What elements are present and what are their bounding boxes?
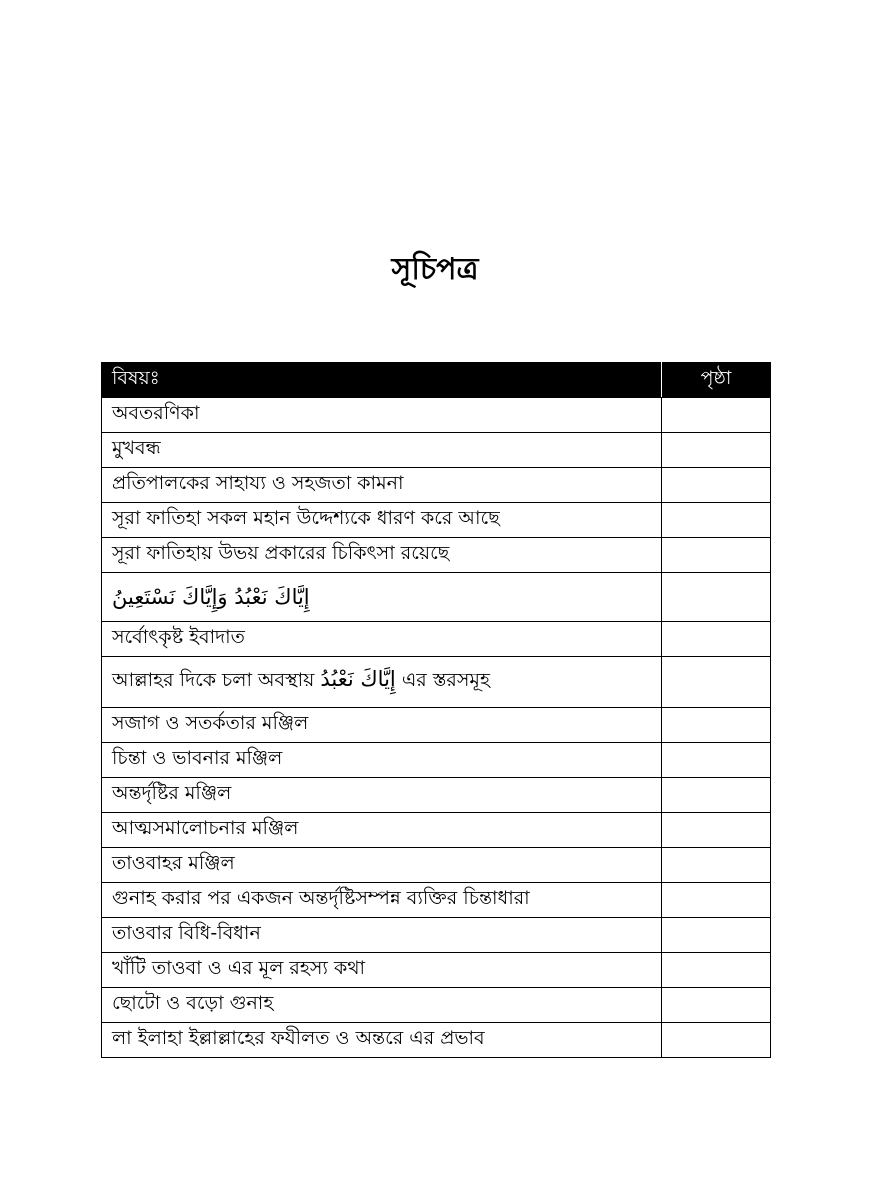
topic-cell: সূরা ফাতিহায় উভয় প্রকারের চিকিৎসা রয়েছে xyxy=(102,538,662,573)
page-cell xyxy=(662,468,771,503)
topic-cell: তাওবার বিধি-বিধান xyxy=(102,918,662,953)
arabic-verse-text: إِيَّاكَ نَعْبُدُ وَإِيَّاكَ نَسْتَعِينُ xyxy=(112,585,310,609)
table-row xyxy=(102,573,771,622)
table-row xyxy=(102,953,771,988)
table-header-row xyxy=(102,363,771,398)
topic-cell: মুখবন্ধ xyxy=(102,433,662,468)
page-cell xyxy=(662,778,771,813)
table-row xyxy=(102,918,771,953)
page-cell xyxy=(662,573,771,622)
page-cell xyxy=(662,883,771,918)
topic-cell: সজাগ ও সতর্কতার মঞ্জিল xyxy=(102,708,662,743)
table-row xyxy=(102,503,771,538)
topic-cell: প্রতিপালকের সাহায্য ও সহজতা কামনা xyxy=(102,468,662,503)
page-cell xyxy=(662,657,771,708)
page-title: সূচিপত্র xyxy=(391,252,479,287)
table-row xyxy=(102,988,771,1023)
page-cell xyxy=(662,953,771,988)
table-row xyxy=(102,657,771,708)
table-row xyxy=(102,708,771,743)
page-cell xyxy=(662,503,771,538)
page-cell xyxy=(662,988,771,1023)
arabic-verse-text: إِيَّاكَ نَعْبُدُ xyxy=(320,667,396,691)
table-row xyxy=(102,468,771,503)
table-row xyxy=(102,743,771,778)
topic-cell: ছোটো ও বড়ো গুনাহ xyxy=(102,988,662,1023)
subject-column-header: বিষয়ঃ xyxy=(102,363,662,398)
page-cell xyxy=(662,622,771,657)
table-row xyxy=(102,1023,771,1058)
topic-cell xyxy=(102,657,662,708)
table-row xyxy=(102,433,771,468)
topic-cell: আত্মসমালোচনার মঞ্জিল xyxy=(102,813,662,848)
table-row xyxy=(102,813,771,848)
topic-cell: সূরা ফাতিহা সকল মহান উদ্দেশ্যকে ধারণ করে আছে xyxy=(102,503,662,538)
topic-cell: অবতরণিকা xyxy=(102,398,662,433)
page-column-header: পৃষ্ঠা xyxy=(662,363,771,398)
table-row xyxy=(102,622,771,657)
topic-cell: খাঁটি তাওবা ও এর মূল রহস্য কথা xyxy=(102,953,662,988)
topic-cell: সর্বোৎকৃষ্ট ইবাদাত xyxy=(102,622,662,657)
page-cell xyxy=(662,1023,771,1058)
table-of-contents xyxy=(101,362,771,1058)
topic-cell: লা ইলাহা ইল্লাল্লাহের ফযীলত ও অন্তরে এর প্রভাব xyxy=(102,1023,662,1058)
page-cell xyxy=(662,848,771,883)
topic-cell: তাওবাহর মঞ্জিল xyxy=(102,848,662,883)
table-row xyxy=(102,848,771,883)
page-cell xyxy=(662,708,771,743)
topic-text-before: আল্লাহর দিকে চলা অবস্থায় xyxy=(112,669,315,691)
topic-text-after: এর স্তরসমূহ xyxy=(401,669,490,691)
topic-cell: গুনাহ করার পর একজন অন্তর্দৃষ্টিসম্পন্ন ব্যক্তির চিন্তাধারা xyxy=(102,883,662,918)
page-cell xyxy=(662,743,771,778)
page-cell xyxy=(662,813,771,848)
topic-cell: চিন্তা ও ভাবনার মঞ্জিল xyxy=(102,743,662,778)
table-row xyxy=(102,778,771,813)
page-cell xyxy=(662,398,771,433)
topic-cell xyxy=(102,573,662,622)
topic-cell: অন্তর্দৃষ্টির মঞ্জিল xyxy=(102,778,662,813)
page-cell xyxy=(662,538,771,573)
table-row xyxy=(102,538,771,573)
page-cell xyxy=(662,433,771,468)
table-row xyxy=(102,398,771,433)
page-cell xyxy=(662,918,771,953)
table-row xyxy=(102,883,771,918)
